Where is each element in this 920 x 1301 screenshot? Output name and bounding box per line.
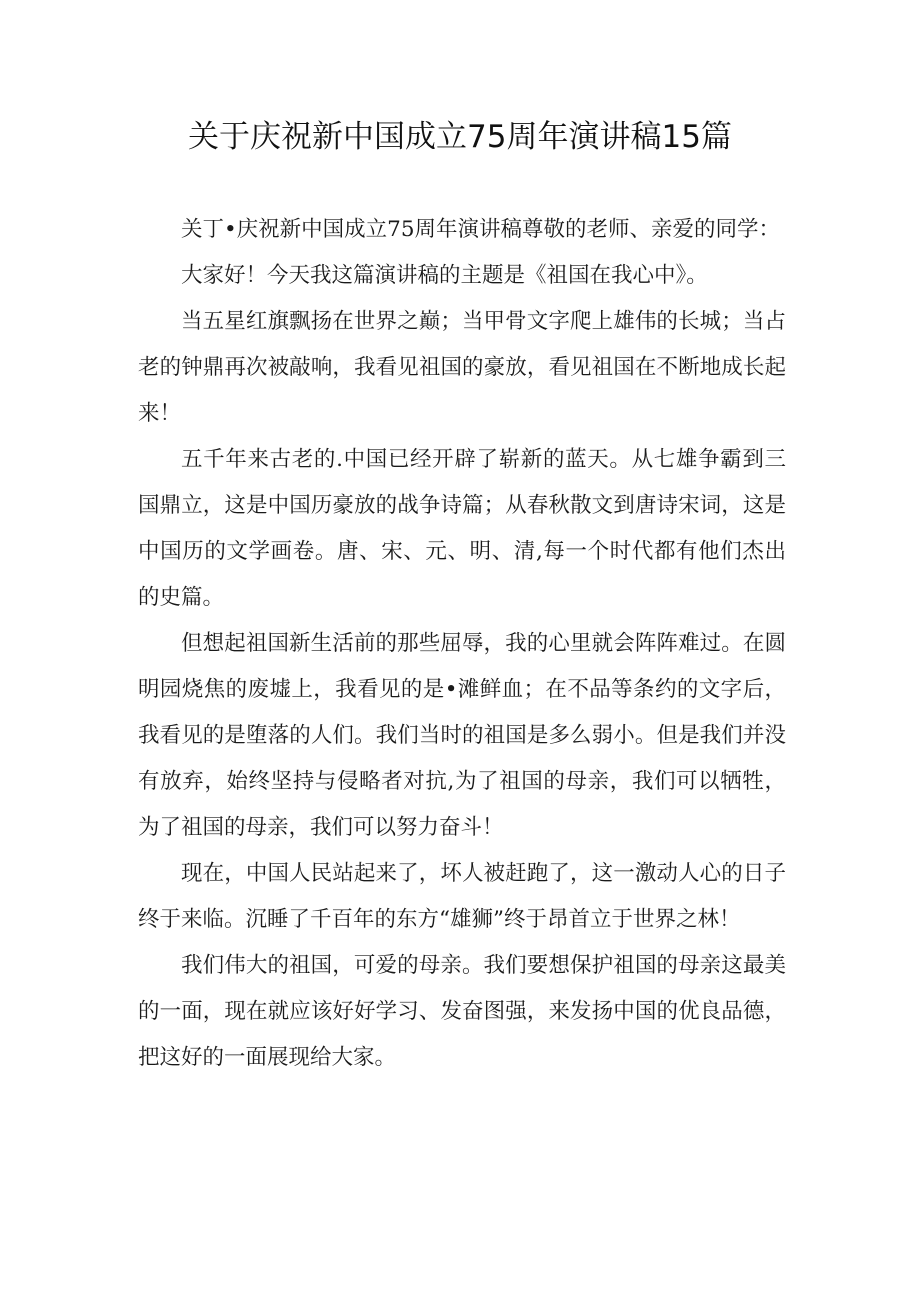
paragraph-greeting: 关丁•庆祝新中国成立75周年演讲稿尊敬的老师、亲爱的同学： [181,217,781,242]
document-title: 关于庆祝新中国成立75周年演讲稿15篇 [188,119,732,155]
paragraph-flag: 当五星红旗飘扬在世界之巅；当甲骨文字爬上雄伟的长城；当占老的钟鼎再次被敲响，我看见祖国的豪放，看见祖国在不断地成长起来！ [138,309,786,426]
paragraph-humiliation: 但想起祖国新生活前的那些屈辱，我的心里就会阵阵难过。在圆明园烧焦的废墟上，我看见的是•滩鲜血；在不品等条约的文字后，我看见的是堕落的人们。我们当时的祖国是多么弱小。但是我们并没有放弃，始终坚持与侵略者对抗,为了祖国的母亲，我们可以牺牲，为了祖国的母亲，我们可以努力奋斗！ [138,631,786,840]
paragraph-topic: 大家好！今天我这篇演讲稿的主题是《祖国在我心中》。 [181,263,708,288]
document-body [138,207,786,1081]
paragraph-rise: 现在，中国人民站起来了，坏人被赶跑了，这一激动人心的日子终于来临。沉睡了千百年的东方“雄狮”终于昂首立于世界之林！ [138,861,786,932]
paragraph-history: 五千年来古老的.中国已经开辟了崭新的蓝天。从七雄争霸到三国鼎立，这是中国历豪放的战争诗篇；从春秋散文到唐诗宋词，这是中国历的文学画卷。唐、宋、元、明、清,每一个时代都有他们杰出的史篇。 [138,447,786,610]
paragraph-closing: 我们伟大的祖国，可爱的母亲。我们要想保护祖国的母亲这最美的一面，现在就应该好好学习、发奋图强，来发扬中国的优良品德，把这好的一面展现给大家。 [138,953,786,1070]
